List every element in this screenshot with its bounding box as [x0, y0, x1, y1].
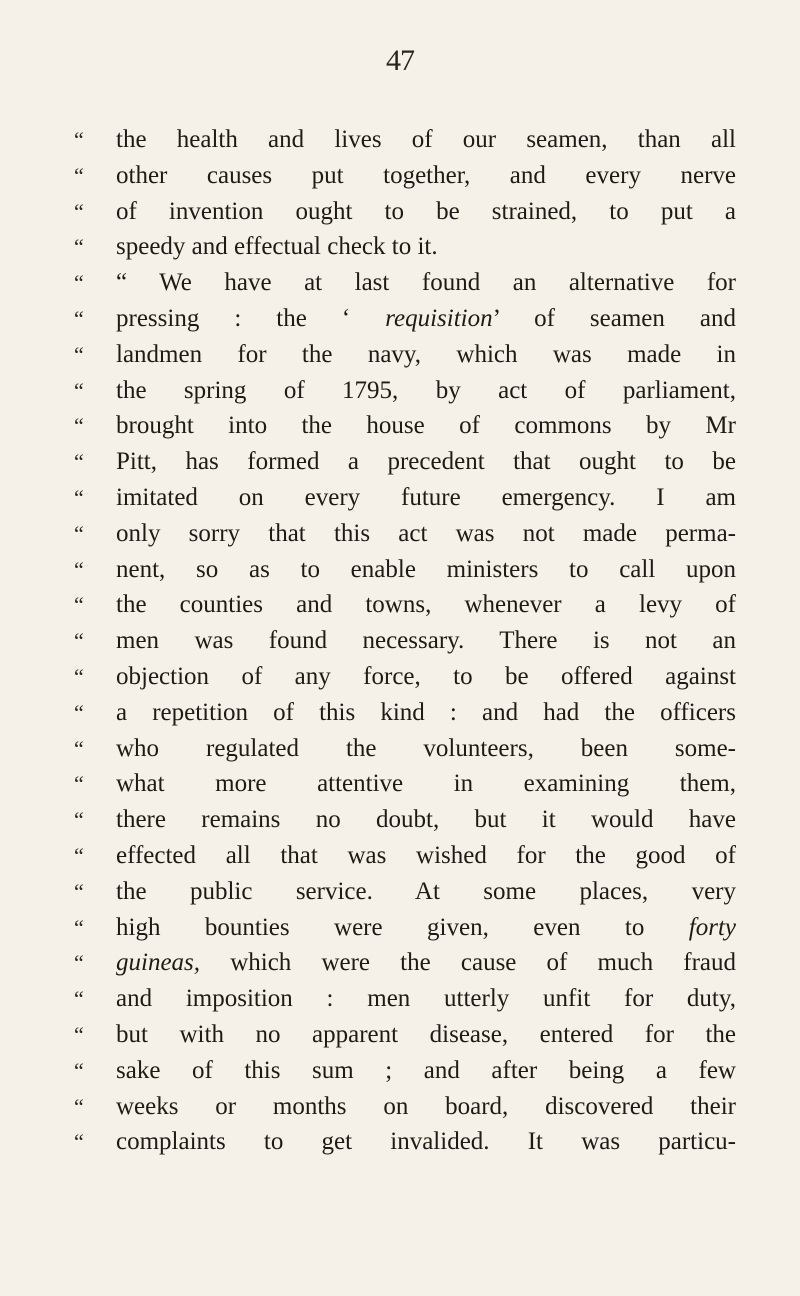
quote-mark: “: [74, 663, 84, 689]
line-text: [116, 945, 736, 981]
quote-mark: “: [74, 986, 84, 1012]
text-line: [74, 587, 736, 623]
text-line: [74, 122, 736, 158]
body-text: [74, 122, 736, 1160]
quote-mark: “: [74, 807, 84, 833]
quote-mark: “: [74, 234, 84, 260]
text-line: [74, 910, 736, 946]
quote-mark: “: [74, 628, 84, 654]
quote-mark: “: [74, 162, 84, 188]
line-text: the spring of 1795, by act of parliament,: [116, 376, 736, 404]
line-text: sake of this sum ; and after being a few: [116, 1056, 736, 1084]
line-text: landmen for the navy, which was made in: [116, 340, 736, 368]
text-line: [74, 229, 736, 265]
text-line: [74, 158, 736, 194]
line-text: brought into the house of commons by Mr: [116, 412, 736, 440]
text-line: [74, 623, 736, 659]
italic-term: forty: [688, 913, 736, 941]
quote-mark: “: [74, 1093, 84, 1119]
quote-mark: “: [74, 520, 84, 546]
quote-mark: “: [74, 127, 84, 152]
line-text: “ We have at last found an alternative for: [116, 269, 736, 297]
quote-mark: “: [74, 1129, 84, 1155]
quote-mark: “: [74, 735, 84, 761]
line-text: effected all that was wished for the good of: [116, 841, 736, 869]
quote-mark: “: [74, 699, 84, 725]
line-text: and imposition : men utterly unfit for duty,: [116, 985, 736, 1013]
line-text: weeks or months on board, discovered their: [116, 1092, 736, 1120]
line-text-part: which were the cause of much fraud: [200, 949, 736, 977]
text-line: [74, 194, 736, 230]
quote-mark: “: [74, 842, 84, 868]
line-text: [116, 301, 736, 337]
text-line: [74, 945, 736, 981]
line-text: the public service. At some places, very: [116, 877, 736, 905]
text-line: [74, 874, 736, 910]
text-line: [74, 981, 736, 1017]
text-line: [74, 373, 736, 409]
quote-mark: “: [74, 556, 84, 582]
text-line: [74, 659, 736, 695]
line-text: only sorry that this act was not made perma-: [116, 519, 736, 547]
quote-mark: “: [74, 270, 84, 296]
italic-term: requisition: [385, 304, 493, 332]
line-text-part: pressing : the ‘: [116, 304, 386, 332]
text-line: [74, 480, 736, 516]
line-text: a repetition of this kind : and had the officers: [116, 698, 736, 726]
text-line: [74, 444, 736, 480]
line-text: complaints to get invalided. It was particu-: [116, 1128, 736, 1156]
line-text: who regulated the volunteers, been some-: [116, 734, 736, 762]
italic-term: guineas,: [116, 949, 201, 977]
quote-mark: “: [74, 878, 84, 904]
text-line: [74, 301, 736, 337]
quote-mark: “: [74, 950, 84, 976]
line-text: speedy and effectual check to it.: [116, 233, 438, 261]
text-line: [74, 1089, 736, 1125]
line-text: there remains no doubt, but it would have: [116, 806, 736, 834]
line-text: what more attentive in examining them,: [116, 770, 736, 798]
quote-mark: “: [74, 914, 84, 940]
quote-mark: “: [74, 592, 84, 618]
line-text: [116, 910, 736, 946]
quote-mark: “: [74, 1021, 84, 1047]
quote-mark: “: [74, 449, 84, 475]
page-number: 47: [386, 44, 414, 77]
line-text: imitated on every future emergency. I am: [116, 483, 736, 511]
text-line: [74, 766, 736, 802]
text-line: [74, 1053, 736, 1089]
text-line: [74, 552, 736, 588]
text-line: [74, 1017, 736, 1053]
quote-mark: “: [74, 771, 84, 797]
line-text-part: ’ of seamen and: [492, 304, 736, 332]
text-line: [74, 731, 736, 767]
text-line: [74, 695, 736, 731]
quote-mark: “: [74, 198, 84, 224]
line-text: but with no apparent disease, entered for the: [116, 1020, 736, 1048]
line-text: other causes put together, and every nerve: [116, 161, 736, 189]
line-text: objection of any force, to be offered against: [116, 662, 736, 690]
line-text: the counties and towns, whenever a levy of: [116, 591, 736, 619]
text-line: [74, 265, 736, 301]
text-line: [74, 802, 736, 838]
quote-mark: “: [74, 305, 84, 331]
quote-mark: “: [74, 484, 84, 510]
line-text: Pitt, has formed a precedent that ought to be: [116, 448, 736, 476]
line-text-part: high bounties were given, even to: [116, 913, 689, 941]
quote-mark: “: [74, 1057, 84, 1083]
line-text: the health and lives of our seamen, than all: [116, 126, 736, 153]
text-line: [74, 337, 736, 373]
quote-mark: “: [74, 341, 84, 367]
line-text: men was found necessary. There is not an: [116, 627, 736, 655]
line-text: nent, so as to enable ministers to call upon: [116, 555, 736, 583]
text-line: [74, 516, 736, 552]
text-line: [74, 408, 736, 444]
quote-mark: “: [74, 377, 84, 403]
quote-mark: “: [74, 413, 84, 439]
text-line: [74, 838, 736, 874]
line-text: of invention ought to be strained, to put a: [116, 197, 736, 225]
text-line: [74, 1124, 736, 1160]
